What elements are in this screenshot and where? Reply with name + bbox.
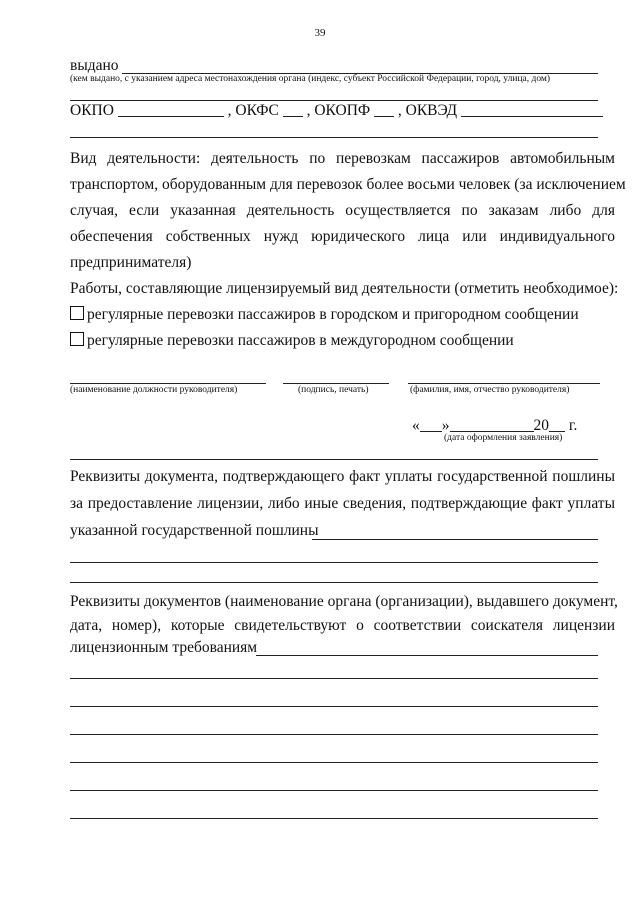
fee-field-line[interactable] bbox=[312, 539, 598, 540]
compliance-line-1: Реквизиты документов (наименование органа (организации), выдавшего документ, bbox=[70, 593, 618, 610]
position-caption: (наименование должности руководителя) bbox=[70, 385, 238, 395]
date-close-quote: » bbox=[441, 417, 450, 434]
year-suffix: г. bbox=[568, 417, 578, 434]
compliance-line-3: лицензионным требованиям bbox=[70, 639, 258, 656]
okpo-field[interactable] bbox=[118, 102, 224, 117]
okved-field[interactable] bbox=[461, 102, 603, 117]
name-caption: (фамилия, имя, отчество руководителя) bbox=[410, 385, 570, 395]
signature-line[interactable] bbox=[283, 383, 389, 384]
day-field[interactable] bbox=[420, 417, 442, 432]
page-number: 39 bbox=[314, 27, 326, 39]
date-caption: (дата оформления заявления) bbox=[444, 433, 563, 443]
issued-extra-line[interactable] bbox=[70, 100, 598, 101]
compliance-blank-line[interactable] bbox=[70, 790, 598, 791]
compliance-blank-line[interactable] bbox=[70, 678, 598, 679]
compliance-blank-line[interactable] bbox=[70, 818, 598, 819]
okfs-label: , ОКФС bbox=[227, 102, 279, 119]
urban-option-label: регулярные перевозки пассажиров в городском и пригородном сообщении bbox=[87, 306, 579, 323]
activity-line-4: обеспечения собственных нужд юридического лица или индивидуального bbox=[70, 228, 615, 245]
okved-label: , ОКВЭД bbox=[397, 102, 458, 119]
position-line[interactable] bbox=[70, 383, 266, 384]
fee-line-3: указанной государственной пошлины bbox=[70, 522, 319, 539]
works-option-intercity[interactable] bbox=[70, 332, 514, 350]
issued-caption: (кем выдано, с указанием адреса местонахождения органа (индекс, субъект Российской Федерации, город, улица, дом) bbox=[70, 74, 551, 84]
fee-line-2: за предоставление лицензии, либо иные сведения, подтверждающие факт уплаты bbox=[70, 495, 615, 512]
month-field[interactable] bbox=[450, 417, 534, 432]
issued-label: выдано bbox=[70, 57, 119, 74]
activity-line-5: предпринимателя) bbox=[70, 254, 192, 271]
okpo-label: ОКПО bbox=[70, 102, 114, 119]
activity-line-3: случая, если указанная деятельность осуществляется по заказам либо для bbox=[70, 202, 615, 219]
urban-checkbox[interactable] bbox=[70, 306, 84, 320]
okfs-field[interactable] bbox=[283, 102, 303, 117]
fee-extra-line-2[interactable] bbox=[70, 582, 598, 583]
compliance-blank-line[interactable] bbox=[70, 734, 598, 735]
compliance-line-2: дата, номер), которые свидетельствуют о соответствии соискателя лицензии bbox=[70, 617, 615, 634]
year-field[interactable] bbox=[549, 417, 565, 432]
date-open-quote: « bbox=[412, 417, 420, 434]
fee-extra-line-1[interactable] bbox=[70, 562, 598, 563]
name-line[interactable] bbox=[408, 383, 600, 384]
works-option-urban[interactable] bbox=[70, 306, 579, 324]
intercity-option-label: регулярные перевозки пассажиров в междугородном сообщении bbox=[87, 332, 514, 349]
activity-line-2: транспортом, оборудованным для перевозок более восьми человек (за исключением bbox=[70, 176, 626, 193]
intercity-checkbox[interactable] bbox=[70, 332, 84, 346]
activity-line-1: Вид деятельности: деятельность по перевозкам пассажиров автомобильным bbox=[70, 150, 615, 167]
okopf-label: , ОКОПФ bbox=[306, 102, 371, 119]
compliance-field-line[interactable] bbox=[256, 655, 598, 656]
date-separator-line bbox=[70, 459, 598, 460]
fee-line-1: Реквизиты документа, подтверждающего факт уплаты государственной пошлины bbox=[70, 468, 615, 485]
compliance-blank-line[interactable] bbox=[70, 762, 598, 763]
year-prefix: 20 bbox=[533, 417, 549, 434]
sign-caption: (подпись, печать) bbox=[298, 385, 369, 395]
codes-row bbox=[70, 102, 603, 120]
compliance-blank-line[interactable] bbox=[70, 706, 598, 707]
works-heading: Работы, составляющие лицензируемый вид деятельности (отметить необходимое): bbox=[70, 280, 619, 297]
codes-extra-line[interactable] bbox=[70, 137, 598, 138]
okopf-field[interactable] bbox=[374, 102, 394, 117]
